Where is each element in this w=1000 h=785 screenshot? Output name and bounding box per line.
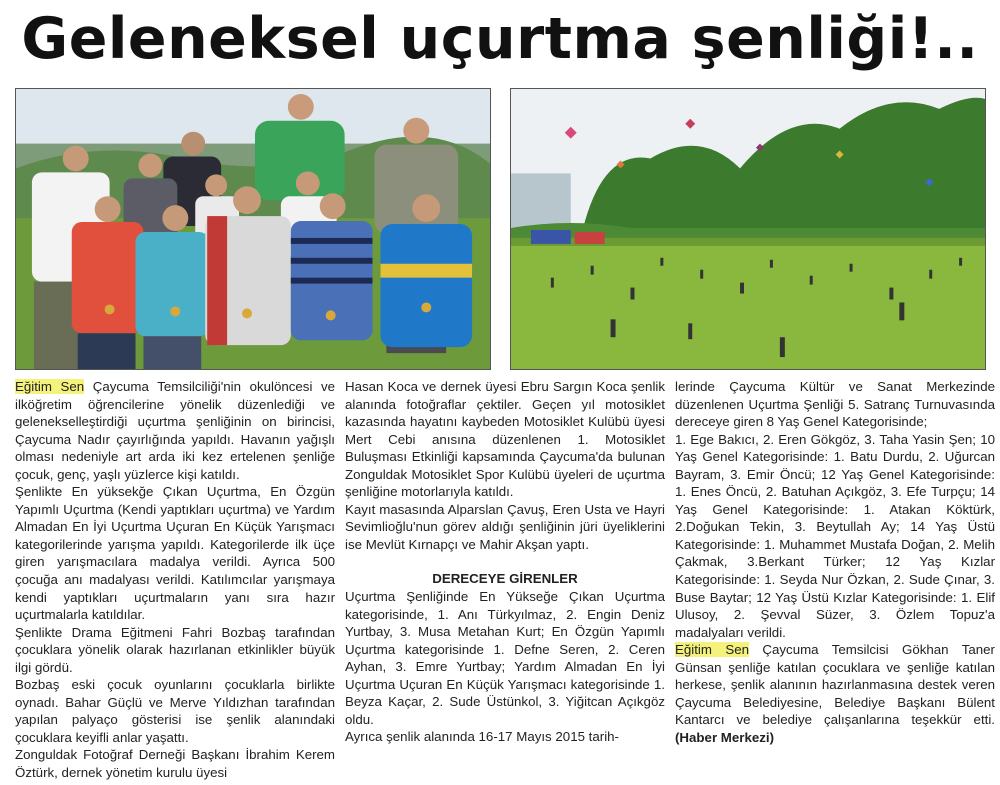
paragraph: Ayrıca şenlik alanında 16-17 Mayıs 2015 tarih-	[345, 729, 619, 745]
paragraph	[675, 641, 995, 746]
byline: (Haber Merkezi)	[675, 729, 775, 745]
headline: Geleneksel uçurtma şenliği!..	[21, 6, 979, 72]
paragraph: lerinde Çaycuma Kültür ve Sanat Merkezinde düzenlenen Uçurtma Şenliği 5. Satranç Turnuvasında dereceye giren 8 Yaş Genel Kategorisinde;	[675, 379, 995, 430]
article-column-2	[345, 378, 665, 746]
subheading: DERECEYE GİRENLER	[432, 571, 578, 587]
paragraph: Şenlikte Drama Eğitmeni Fahri Bozbaş tarafından çocuklara yönelik olarak hazırlanan etkinlikler büyük ilgi gördü.	[15, 624, 335, 675]
paragraph-text: Çaycuma Temsilcisi Gökhan Taner Günsan şenliğe katılan çocuklara ve şenliğe katılan herkese, şenlik alanının hazırlanmasına destek veren Çaycuma Belediyesine, Belediye Başkanı Bülent Kantarcı ve belediye çalışanlarına teşekkür etti.	[675, 642, 995, 728]
paragraph: Zonguldak Fotoğraf Derneği Başkanı İbrahim Kerem Öztürk, dernek yönetim kurulu üyesi	[15, 747, 335, 781]
photo-children-medals	[15, 88, 491, 370]
paragraph	[15, 378, 335, 483]
highlight-eğitim-sen: Eğitim Sen	[15, 379, 85, 394]
photo-children-medals-illustration	[16, 89, 490, 369]
paragraph: 1. Ege Bakıcı, 2. Eren Gökgöz, 3. Taha Yasin Şen; 10 Yaş Genel Kategorisinde: 1. Batu Durdu, 2. Uğurcan Bayram, 3. Emir Öncü; 12 Yaş Genel Kategorisinde: 1. Enes Öncü, 2. Batuhan Açıkgöz, 3. Efe Turpçu; 14 Yaş Genel Kategorisinde: 1. Atakan Köktürk, 2.Doğukan Tekin, 3. Beytullah Ay; 14 Yaş Üstü Kategorisinde: 1. Muhammet Mustafa Doğan, 2. Melih Çakmak, 3.Berkant Türker; 12 Yaş Kızlar Kategorisinde: 1. Seyda Nur Özkan, 2. Sude Çınar, 3. Buse Baytar; 12 Yaş Üstü Kızlar Kategorisinde: 1. Elif Ulusoy, 2. Şevval Süzer, 3. Özlem Topuz'a madalyaları verildi.	[675, 431, 995, 640]
paragraph: Şenlikte En yüksekğe Çıkan Uçurtma, En Özgün Yapımlı Uçurtma (Kendi yaptıkları uçurtma) ve Yardım Almadan En İyi Uçurtma Uçuran En Küçük Yarışmacı kategorilerinde yarışma yapıldı. Kategorilerde ilk üçe giren yarışmacılara madalya verildi. Ayrıca 500 çocuğa anı madalyası verildi. Katılımcılar yarışmaya kendi yaptıkları uçurtmaların yanı sıra hazır uçurtmalarla katıldılar.	[15, 484, 335, 623]
article-column-3	[675, 378, 995, 746]
article-column-1	[15, 378, 335, 782]
paragraph: Uçurtma Şenliğinde En Yükseğe Çıkan Uçurtma kategorisinde, 1. Anı Türkyılmaz, 2. Engin Deniz Yurtbay, 3. Musa Metahan Kurt; En Özgün Yapımlı Uçurtma kategorisinde 1. Defne Seren, 2. Ceren Ayhan, 3. Emre Yurtbay; Yardım Almadan En İyi Uçurtma Uçuran En Küçük Yarışmacı kategorisinde 1. Beyza Kaçar, 2. Sude Üstünkol, 3. Yiğitcan Açıkgöz oldu.	[345, 589, 665, 727]
highlight-eğitim-sen: Eğitim Sen	[675, 642, 749, 658]
paragraph: Bozbaş eski çocuk oyunlarını çocuklarla birlikte oynadı. Bahar Güçlü ve Merve Yıldızhan tarafından yapılan palyaço gösterisi ise şenlik alanındaki çocuklara keyifli anlar yaşattı.	[15, 677, 335, 745]
paragraph: Hasan Koca ve dernek üyesi Ebru Sargın Koca şenlik alanında fotoğraflar çektiler. Geçen yıl motosiklet kazasında hayatını kaybeden Motosiklet Kulübü üyesi Mert Cebi anısına düzenlenen 1. Motosiklet Buluşması Etkinliği kapsamında Çaycuma'da bulunan Zonguldak Motosiklet Spor Kulübü üyeleri de uçurtma şenliğine motorlarıyla katıldı.	[345, 379, 665, 500]
photo-kite-field	[510, 88, 986, 370]
photo-kite-field-illustration	[511, 89, 985, 369]
paragraph-text: Çaycuma Temsilciliği'nin okulöncesi ve ilköğretim öğrencilerine yönelik düzenlediği ve gelenekselleştirdiği uçurtma şenliğinin on birincisi, Çaycuma Nadır çayırlığında yapıldı. Havanın yağışlı olması nedeniyle art arda iki kez ertelenen şenliğe çocuk, genç, yaşlı yüzlerce kişi katıldı.	[15, 379, 336, 482]
paragraph: Kayıt masasında Alparslan Çavuş, Eren Usta ve Hayri Sevimlioğlu'nun görev aldığı şenliğinin jüri üyeliklerini ise Mevlüt Kırnapçı ve Mahir Akşan yaptı.	[345, 501, 665, 552]
